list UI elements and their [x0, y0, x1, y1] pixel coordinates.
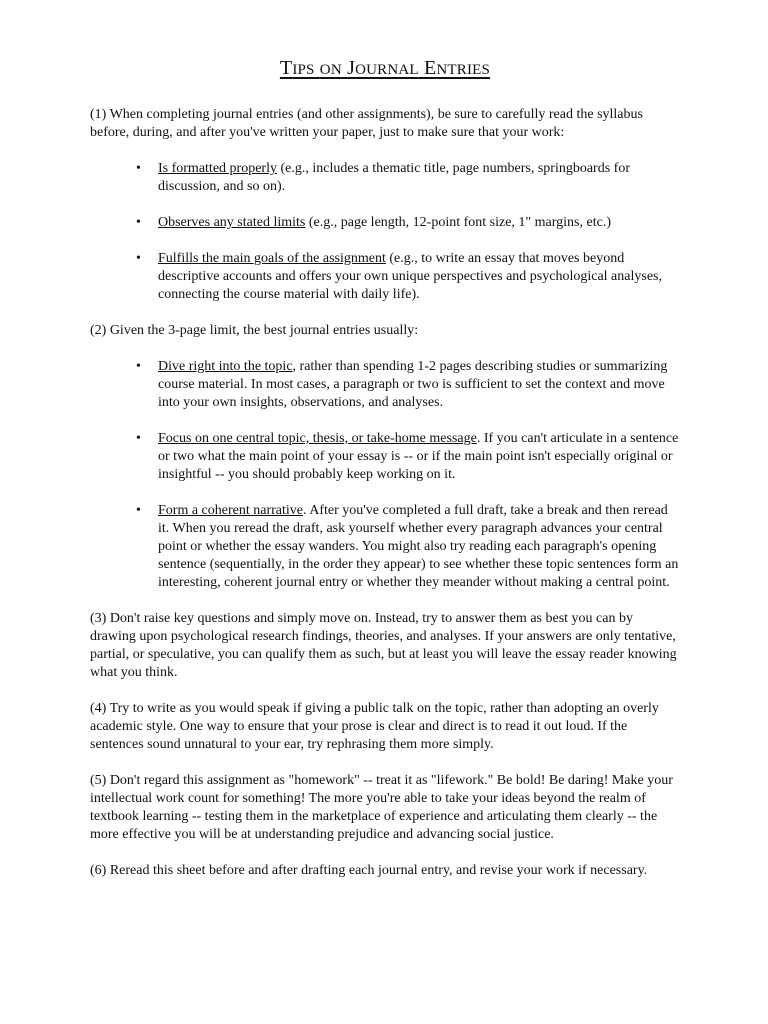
list-item [90, 358, 680, 412]
title-word: ON [319, 62, 342, 78]
item-text: . After you've completed a full draft, take a break and then reread it. When you reread the draft, ask yourself whether every paragraph advances your central point or whether the essay wanders. You might also try reading each paragraph's opening sentence (sequentially, in the order they appear) to see whether these topic sentences form an interesting, coherent journal entry or whether they meander without making a central point. [158, 503, 679, 590]
item-text: . If you can't articulate in a sentence or two what the main point of your essay is -- or if the main point isn't especially original or insightful -- you should probably keep working on it. [158, 431, 679, 482]
item-lead: Form a coherent narrative [158, 503, 303, 518]
item-text: (e.g., includes a thematic title, page numbers, springboards for discussion, and so on). [158, 161, 630, 194]
paragraph-5: (5) Don't regard this assignment as "homework" -- treat it as "lifework." Be bold! Be daring! Make your intellectual work count for something! The more you're able to take your ideas beyond the realm of textbook learning -- testing them in the marketplace of experience and articulating them clearly -- the more effective you will be at understanding prejudice and advancing social justice. [90, 773, 673, 842]
list-item [90, 214, 680, 232]
item-lead: Fulfills the main goals of the assignment [158, 251, 386, 266]
title-word: ENTRIES [423, 57, 491, 79]
bullet-icon: • [136, 359, 141, 374]
bullet-icon: • [136, 215, 141, 230]
bullet-icon: • [136, 161, 141, 176]
bullet-icon: • [136, 503, 141, 518]
paragraph-2: (2) Given the 3-page limit, the best journal entries usually: [90, 323, 419, 338]
paragraph-1: (1) When completing journal entries (and other assignments), be sure to carefully read the syllabus before, during, and after you've written your paper, just to make sure that your work: [90, 107, 643, 140]
item-lead: Is formatted properly [158, 161, 277, 176]
item-text: (e.g., page length, 12-point font size, 1" margins, etc.) [305, 215, 611, 230]
item-text: , rather than spending 1-2 pages describing studies or summarizing course material. In most cases, a paragraph or two is sufficient to set the context and move into your own insights, observations, and analyses. [158, 359, 668, 410]
document-page [90, 56, 680, 898]
paragraph-4: (4) Try to write as you would speak if giving a public talk on the topic, rather than adopting an overly academic style. One way to ensure that your prose is clear and direct is to read it out loud. If the sentences sound unnatural to your ear, try rephrasing them more simply. [90, 701, 659, 752]
list-item [90, 502, 680, 592]
best-entries-list [90, 358, 680, 592]
title-word: JOURNAL [347, 57, 419, 79]
page-title [90, 56, 680, 82]
item-text: (e.g., to write an essay that moves beyond descriptive accounts and offers your own unique perspectives and psychological analyses, connecting the course material with daily life). [158, 251, 662, 302]
title-word: TIPS [279, 57, 315, 79]
list-item [90, 430, 680, 484]
list-item [90, 160, 680, 196]
list-item [90, 250, 680, 304]
bullet-icon: • [136, 431, 141, 446]
item-lead: Dive right into the topic [158, 359, 293, 374]
bullet-icon: • [136, 251, 141, 266]
paragraph-3: (3) Don't raise key questions and simply move on. Instead, try to answer them as best you can by drawing upon psychological research findings, theories, and analyses. If your answers are only tentative, partial, or speculative, you can qualify them as such, but at least you will leave the essay reader knowing what you think. [90, 611, 677, 680]
item-lead: Focus on one central topic, thesis, or take-home message [158, 431, 477, 446]
paragraph-6: (6) Reread this sheet before and after drafting each journal entry, and revise your work if necessary. [90, 863, 648, 878]
format-checklist [90, 160, 680, 304]
item-lead: Observes any stated limits [158, 215, 306, 230]
